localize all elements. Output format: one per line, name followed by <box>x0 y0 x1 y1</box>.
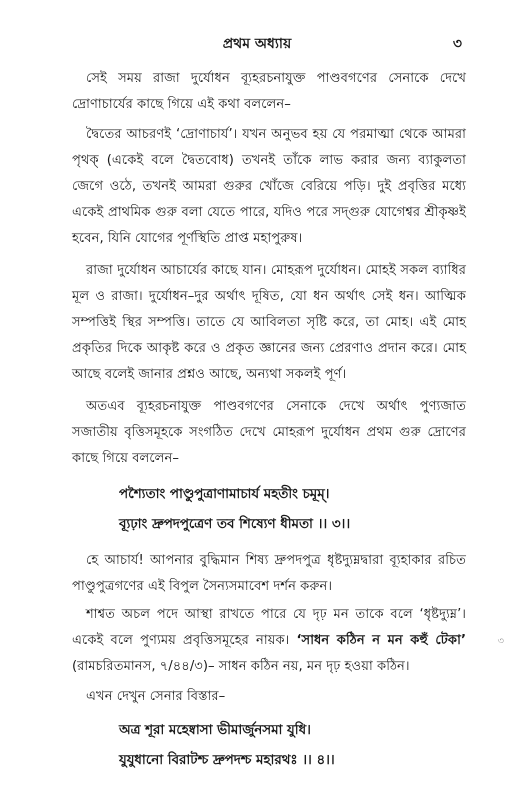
page-number: ৩ <box>452 36 462 52</box>
verse-line-3: অত্র শূরা মহেষ্বাসা ভীমার্জুনসমা যুধি। <box>119 723 311 738</box>
ramcharitmanas-quote: ‘সাধন কঠিন ন মন কহুঁ টেকা’ <box>296 633 466 648</box>
verse-line-1: পশ্যৈতাং পাণ্ডুপুত্রাণামাচার্য মহতীং চমূম্। <box>119 487 330 502</box>
paragraph-5: হে আচার্য! আপনার বুদ্ধিমান শিষ্য দ্রুপদপুত্র ধৃষ্টদ্যুম্নদ্বারা ব্যূহাকার রচিত পাণ্ডুপুত্রগণের এই বিপুল সৈন্যসমাবেশ দর্শন করুন। <box>72 553 466 594</box>
paragraph-6-text-start: শাশ্বত অচল পদে আস্থা রাখতে পারে যে দৃঢ় মন তাকে বলে ‘ধৃষ্টদ্যুম্ন’। একেই বলে পুণ্যময় প্রবৃত্তিসমূহের নায়ক। <box>72 607 466 648</box>
chapter-title: প্রথম অধ্যায় <box>222 36 292 52</box>
paragraph-7: এখন দেখুন সেনার বিস্তার– <box>86 689 226 704</box>
paragraph-3: রাজা দুর্যোধন আচার্যের কাছে যান। মোহরূপ দুর্যোধন। মোহই সকল ব্যাধির মূল ও রাজা। দুর্যোধন–দুর অর্থাৎ দূষিত, যো ধন অর্থাৎ সেই ধন। আত্মিক সম্পত্তিই স্থির সম্পত্তি। তাতে যে আবিলতা সৃষ্টি করে, তা মোহ। এই মোহ প্রকৃতির দিকে আকৃষ্ট করে ও প্রকৃত জ্ঞানের জন্য প্রেরণাও প্রদান করে। মোহ আছে বলেই জানার প্রশ্নও আছে, অন্যথা সকলই পূর্ণ। <box>72 263 466 382</box>
margin-mark: ৩ <box>497 636 504 647</box>
paragraph-1: সেই সময় রাজা দুর্যোধন ব্যূহরচনাযুক্ত পাণ্ডবগণের সেনাকে দেখে দ্রোণাচার্যের কাছে গিয়ে এই কথা বললেন– <box>72 71 466 112</box>
paragraph-6 <box>72 602 466 680</box>
verse-line-2: ব্যূঢ়াং দ্রুপদপুত্রেণ তব শিষ্যেণ ধীমতা ।। ৩।। <box>119 517 351 532</box>
paragraph-6-text-end: (রামচরিতমানস, ৭/৪৪/৩)– সাধন কঠিন নয়, মন দৃঢ় হওয়া কঠিন। <box>72 659 410 674</box>
paragraph-2: দ্বৈতের আচরণই ‘দ্রোণাচার্য’। যখন অনুভব হয় যে পরমাত্মা থেকে আমরা পৃথক্ (একেই বলে দ্বৈতবোধ) তখনই তাঁকে লাভ করার জন্য ব্যাকুলতা জেগে ওঠে, তখনই আমরা গুরুর খোঁজে বেরিয়ে পড়ি। দুই প্রবৃত্তির মধ্যে একেই প্রাথমিক গুরু বলা যেতে পারে, যদিও পরে সদ্গুরু যোগেশ্বর শ্রীকৃষ্ণই হবেন, যিনি যোগের পূর্ণস্থিতি প্রাপ্ত মহাপুরুষ। <box>72 127 466 246</box>
verse-line-4: যুযুধানো বিরাটশ্চ দ্রুপদশ্চ মহারথঃ ।। ৪।। <box>119 753 335 768</box>
page-header <box>0 32 514 52</box>
paragraph-4: অতএব ব্যূহরচনাযুক্ত পাণ্ডবগণের সেনাকে দেখে অর্থাৎ পুণ্যজাত সজাতীয় বৃত্তিসমূহকে সংগঠিত দেখে মোহরূপ দুর্যোধন প্রথম গুরু দ্রোণের কাছে গিয়ে বললেন– <box>72 399 466 466</box>
